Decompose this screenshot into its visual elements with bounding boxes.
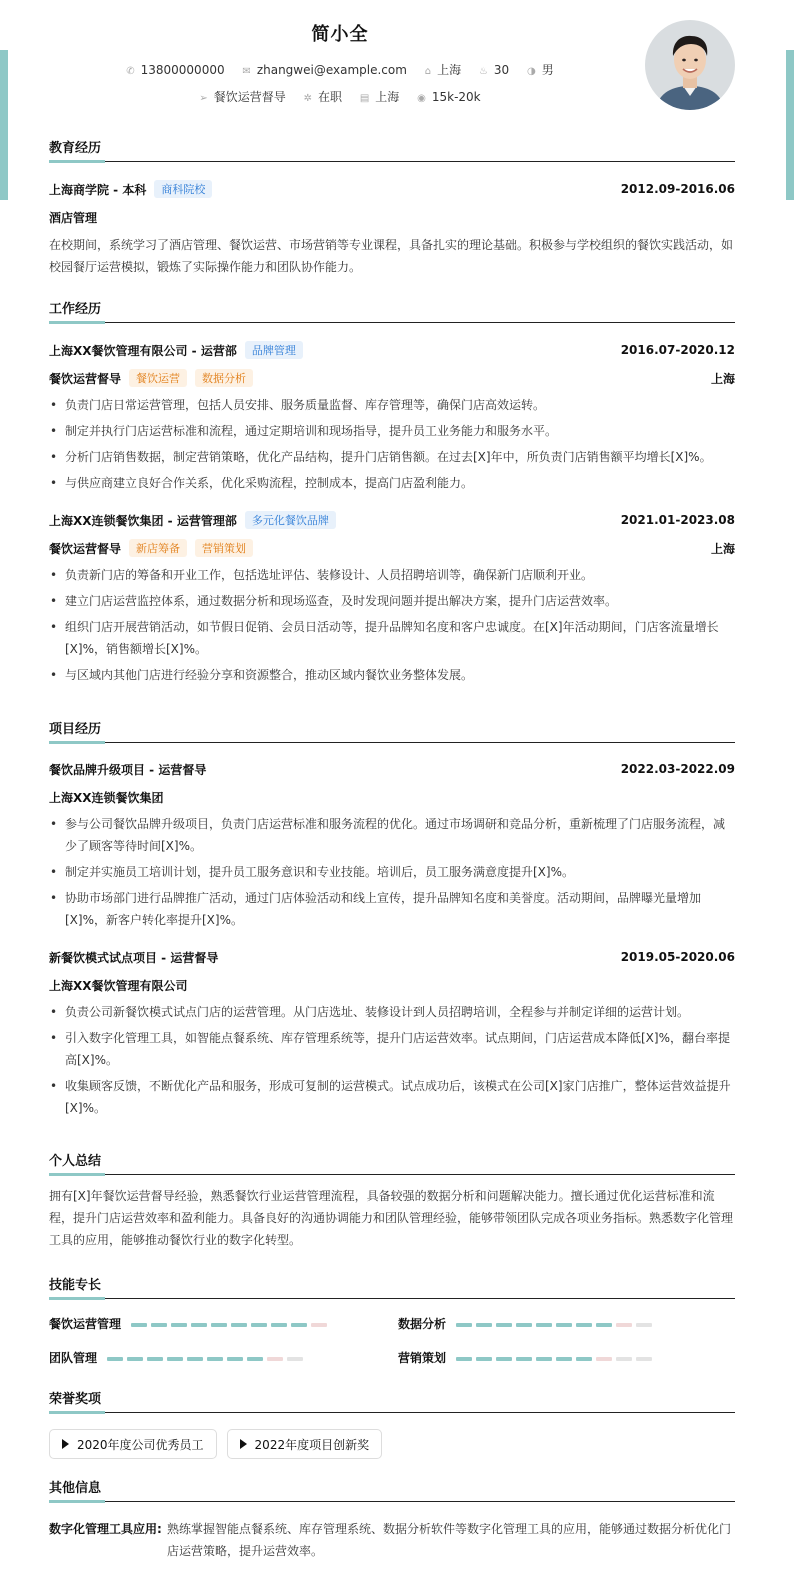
gender-icon: ◑ xyxy=(527,66,536,77)
section-divider xyxy=(49,161,735,162)
play-icon xyxy=(62,1439,69,1449)
role-name: 餐饮运营督导 xyxy=(49,541,122,556)
list-item: • 参与公司餐饮品牌升级项目，负责门店运营标准和服务流程的优化。通过市场调研和竞品分析，重新梳理了门店服务流程，减少了顾客等待时间[X]%。 xyxy=(49,813,735,857)
skill-level-segment xyxy=(536,1357,552,1361)
skill-level-segment xyxy=(251,1323,267,1327)
major-name: 酒店管理 xyxy=(49,210,98,225)
skill-level-segment xyxy=(287,1357,303,1361)
email-item xyxy=(242,63,407,77)
section-divider xyxy=(49,322,735,323)
other-title: 其他信息 xyxy=(49,1481,102,1496)
target-city-value: 上海 xyxy=(375,90,400,104)
list-item: • 收集顾客反馈，不断优化产品和服务，形成可复制的运营模式。试点成功后，该模式在公司[X]家门店推广，整体运营效益提升[X]%。 xyxy=(49,1075,735,1119)
resume-header xyxy=(0,0,794,130)
award-badge xyxy=(49,1429,217,1459)
cake-icon: ♨ xyxy=(478,66,488,77)
project-date: 2019.05-2020.06 xyxy=(620,950,735,964)
skill-level-segment xyxy=(476,1357,492,1361)
skill-item xyxy=(398,1347,656,1367)
skill-level-segment xyxy=(127,1357,143,1361)
list-item: • 负责新门店的筹备和开业工作，包括选址评估、装修设计、人员招聘培训等，确保新门店顺利开业。 xyxy=(49,564,735,586)
awards-title: 荣誉奖项 xyxy=(49,1392,102,1407)
skill-level-segment xyxy=(247,1357,263,1361)
send-icon: ➢ xyxy=(199,93,208,104)
work-city: 上海 xyxy=(710,371,735,386)
list-item: • 与供应商建立良好合作关系，优化采购流程，控制成本，提高门店盈利能力。 xyxy=(49,472,735,494)
skill-item xyxy=(49,1313,331,1333)
skill-level-segment xyxy=(636,1323,652,1327)
skill-level-segment xyxy=(456,1357,472,1361)
job-target-value: 餐饮运营督导 xyxy=(213,90,286,104)
avatar-photo xyxy=(645,20,735,110)
award-badge xyxy=(227,1429,383,1459)
skill-level-segment xyxy=(131,1323,147,1327)
skill-level-segment xyxy=(576,1323,592,1327)
company-tag: 品牌管理 xyxy=(245,341,303,359)
skill-name: 营销策划 xyxy=(398,1350,447,1365)
skill-level-segment xyxy=(516,1323,532,1327)
skills-section xyxy=(49,1274,735,1374)
awards-section xyxy=(49,1388,735,1459)
skill-level-bar xyxy=(131,1316,331,1330)
section-divider xyxy=(49,1412,735,1413)
skill-level-segment xyxy=(167,1357,183,1361)
award-label: 2022年度项目创新奖 xyxy=(254,1437,370,1452)
award-list xyxy=(49,1429,735,1459)
section-divider xyxy=(49,742,735,743)
education-entry xyxy=(49,179,735,278)
list-item: • 负责公司新餐饮模式试点门店的运营管理。从门店选址、装修设计到人员招聘培训，全程参与并制定详细的运营计划。 xyxy=(49,1001,735,1023)
list-item: • 与区域内其他门店进行经验分享和资源整合，推动区域内餐饮业务整体发展。 xyxy=(49,664,735,686)
skill-level-segment xyxy=(536,1323,552,1327)
company-name: 上海XX连锁餐饮集团 - 运营管理部 xyxy=(49,513,237,528)
email-value: zhangwei@example.com xyxy=(256,63,407,77)
project-org: 上海XX连锁餐饮集团 xyxy=(49,790,164,805)
skill-level-segment xyxy=(456,1323,472,1327)
project-name: 餐饮品牌升级项目 - 运营督导 xyxy=(49,762,207,777)
list-item: • 制定并执行门店运营标准和流程，通过定期培训和现场指导，提升员工业务能力和服务水平。 xyxy=(49,420,735,442)
project-name: 新餐饮模式试点项目 - 运营督导 xyxy=(49,950,219,965)
skill-level-segment xyxy=(151,1323,167,1327)
skill-level-segment xyxy=(616,1357,632,1361)
role-tag: 数据分析 xyxy=(195,369,253,387)
project-entry xyxy=(49,947,735,1119)
skill-level-segment xyxy=(311,1323,327,1327)
coin-icon: ◉ xyxy=(417,93,426,104)
list-item: • 制定并实施员工培训计划，提升员工服务意识和专业技能。培训后，员工服务满意度提升[X]%。 xyxy=(49,861,735,883)
role-tag: 餐饮运营 xyxy=(129,369,187,387)
summary-text: 拥有[X]年餐饮运营督导经验，熟悉餐饮行业运营管理流程，具备较强的数据分析和问题解决能力。擅长通过优化运营标准和流程，提升门店运营效率和盈利能力。具备良好的沟通协调能力和团队管理经验，能够带领团队完成各项业务指标。熟悉数字化管理工具的应用，能够推动餐饮行业的数字化转型。 xyxy=(49,1189,734,1247)
list-item: • 建立门店运营监控体系，通过数据分析和现场巡查，及时发现问题并提出解决方案，提升门店运营效率。 xyxy=(49,590,735,612)
skill-level-segment xyxy=(576,1357,592,1361)
skills-title: 技能专长 xyxy=(49,1278,102,1293)
project-org: 上海XX餐饮管理有限公司 xyxy=(49,978,188,993)
skill-level-segment xyxy=(191,1323,207,1327)
award-label: 2020年度公司优秀员工 xyxy=(77,1437,204,1452)
role-name: 餐饮运营督导 xyxy=(49,371,122,386)
section-divider xyxy=(49,1174,735,1175)
project-entry xyxy=(49,759,735,931)
other-text: 熟练掌握智能点餐系统、库存管理系统、数据分析软件等数字化管理工具的应用，能够通过数据分析优化门店运营策略，提升运营效率。 xyxy=(167,1522,732,1558)
salary-item xyxy=(417,90,481,104)
skill-name: 团队管理 xyxy=(49,1350,98,1365)
skill-level-segment xyxy=(147,1357,163,1361)
skill-level-segment xyxy=(636,1357,652,1361)
skill-level-segment xyxy=(227,1357,243,1361)
work-entry xyxy=(49,340,735,494)
other-section xyxy=(49,1477,735,1562)
status-value: 在职 xyxy=(317,90,342,104)
skill-level-segment xyxy=(616,1323,632,1327)
location-value: 上海 xyxy=(437,63,462,77)
contact-row xyxy=(0,61,680,78)
summary-title: 个人总结 xyxy=(49,1154,102,1169)
list-item: • 分析门店销售数据，制定营销策略，优化产品结构，提升门店销售额。在过去[X]年中，所负责门店销售额平均增长[X]%。 xyxy=(49,446,735,468)
other-info-row xyxy=(49,1518,735,1562)
project-section xyxy=(49,718,735,1123)
skill-name: 餐饮运营管理 xyxy=(49,1316,122,1331)
mail-icon: ✉ xyxy=(242,66,251,77)
summary-section xyxy=(49,1150,735,1251)
candidate-name: 简小全 xyxy=(311,24,369,45)
skill-item xyxy=(398,1313,656,1333)
target-city-item xyxy=(360,88,399,105)
job-intent-row xyxy=(0,88,680,105)
status-icon: ✲ xyxy=(303,93,312,104)
skill-level-segment xyxy=(187,1357,203,1361)
skill-level-segment xyxy=(556,1323,572,1327)
salary-value: 15k-20k xyxy=(431,90,481,104)
skill-level-bar xyxy=(456,1350,656,1364)
home-icon: ⌂ xyxy=(424,66,432,77)
gender-item xyxy=(527,61,554,78)
education-title: 教育经历 xyxy=(49,141,102,156)
skill-level-bar xyxy=(107,1350,307,1364)
school-tag: 商科院校 xyxy=(154,180,212,198)
list-item: • 负责门店日常运营管理，包括人员安排、服务质量监督、库存管理等，确保门店高效运转。 xyxy=(49,394,735,416)
company-name: 上海XX餐饮管理有限公司 - 运营部 xyxy=(49,343,237,358)
building-icon: ▤ xyxy=(359,93,370,104)
age-value: 30 xyxy=(493,63,510,77)
gender-value: 男 xyxy=(541,63,554,77)
skill-level-segment xyxy=(476,1323,492,1327)
work-section xyxy=(49,298,735,690)
project-title: 项目经历 xyxy=(49,722,102,737)
work-title: 工作经历 xyxy=(49,302,102,317)
phone-icon: ✆ xyxy=(126,66,135,77)
skill-level-segment xyxy=(291,1323,307,1327)
project-date: 2022.03-2022.09 xyxy=(620,762,735,776)
role-tag: 营销策划 xyxy=(195,539,253,557)
work-date: 2016.07-2020.12 xyxy=(620,343,735,357)
skill-name: 数据分析 xyxy=(398,1316,447,1331)
job-target-item xyxy=(199,88,285,105)
other-label: 数字化管理工具应用: xyxy=(49,1522,162,1536)
status-item xyxy=(304,88,342,105)
skill-level-segment xyxy=(516,1357,532,1361)
skill-level-segment xyxy=(596,1357,612,1361)
skill-level-segment xyxy=(107,1357,123,1361)
education-date: 2012.09-2016.06 xyxy=(620,182,735,196)
list-item: • 组织门店开展营销活动，如节假日促销、会员日活动等，提升品牌知名度和客户忠诚度。在[X]年活动期间，门店客流量增长[X]%，销售额增长[X]%。 xyxy=(49,616,735,660)
skill-level-segment xyxy=(211,1323,227,1327)
section-divider xyxy=(49,1298,735,1299)
skill-level-segment xyxy=(496,1357,512,1361)
play-icon xyxy=(240,1439,247,1449)
work-entry xyxy=(49,510,735,686)
list-item: • 协助市场部门进行品牌推广活动，通过门店体验活动和线上宣传，提升品牌知名度和美誉度。活动期间，品牌曝光量增加[X]%，新客户转化率提升[X]%。 xyxy=(49,887,735,931)
company-tag: 多元化餐饮品牌 xyxy=(245,511,336,529)
phone-value: 13800000000 xyxy=(140,63,225,77)
work-city: 上海 xyxy=(710,541,735,556)
location-item xyxy=(425,61,461,78)
work-date: 2021.01-2023.08 xyxy=(620,513,735,527)
education-section xyxy=(49,137,735,278)
skill-level-segment xyxy=(271,1323,287,1327)
skill-level-segment xyxy=(207,1357,223,1361)
skill-level-segment xyxy=(556,1357,572,1361)
section-divider xyxy=(49,1501,735,1502)
skill-level-bar xyxy=(456,1316,656,1330)
school-name: 上海商学院 - 本科 xyxy=(49,182,147,197)
skill-level-segment xyxy=(496,1323,512,1327)
skill-level-segment xyxy=(231,1323,247,1327)
skill-level-segment xyxy=(596,1323,612,1327)
education-description: 在校期间，系统学习了酒店管理、餐饮运营、市场营销等专业课程，具备扎实的理论基础。积极参与学校组织的餐饮实践活动，如校园餐厅运营模拟，锻炼了实际操作能力和团队协作能力。 xyxy=(49,238,734,274)
skill-level-segment xyxy=(267,1357,283,1361)
age-item xyxy=(479,63,509,77)
role-tag: 新店筹备 xyxy=(129,539,187,557)
skill-level-segment xyxy=(171,1323,187,1327)
list-item: • 引入数字化管理工具，如智能点餐系统、库存管理系统等，提升门店运营效率。试点期间，门店运营成本降低[X]%，翻台率提高[X]%。 xyxy=(49,1027,735,1071)
phone-item xyxy=(126,63,224,77)
skill-item xyxy=(49,1347,307,1367)
